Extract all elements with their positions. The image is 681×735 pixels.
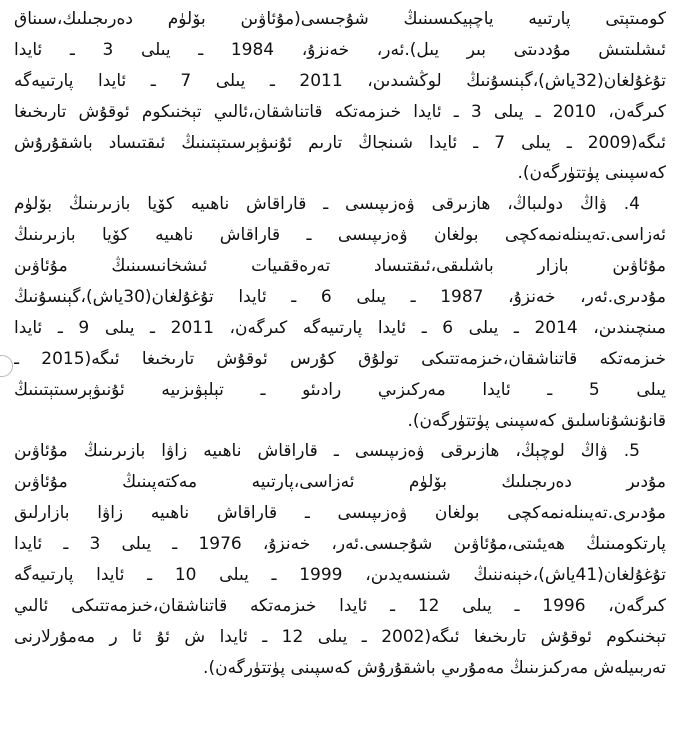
text-line: خىزمەتكە قاتناشقان،خىزمەتتىكى تولۇق كۇرس ئوقۇش تارىخىغا ئىگە(2015 ـ	[14, 348, 666, 369]
paragraph-2	[14, 189, 666, 436]
text-line: 4. ۋاڭ دولىباڭ، ھازىرقى ۋەزىپىسى ـ قاراقاش ناھىيە كۆيا بازىرىنىڭ بۆلۈم	[14, 194, 640, 215]
text-line: 5. ۋاڭ لوچېڭ، ھازىرقى ۋەزىپىسى ـ قاراقاش ناھىيە زاۋا بازىرىنىڭ مۇئاۋىن	[14, 441, 640, 462]
text-line: قانۇنشۇناسلىق كەسپىنى پۈتتۈرگەن).	[407, 410, 666, 431]
text-line: مۇئاۋىن بازار باشلىقى،ئىقتىساد تەرەققىيات ئىشخانىسىنىڭ مۇئاۋىن	[14, 256, 666, 277]
text-line: تېخنىكوم ئوقۇش تارىخىغا ئىگە(2002 ـ يىلى 12 ـ ئايدا ش ئۇ ئا ر مەمۇرلارنى	[14, 626, 666, 647]
text-line: تۇغۇلغان(41ياش)،خېنەننىڭ شىنسەيدىن، 1999 ـ يىلى 10 ـ ئايدا پارتىيەگە	[14, 565, 666, 586]
text-line: كومىتېتى پارتىيە ياچېيكىسىنىڭ شۇجىسى(مۇئاۋىن بۆلۈم دەرىجىلىك،سىناق	[14, 9, 666, 29]
scroll-marker-icon	[0, 355, 13, 377]
paragraph-1	[14, 4, 666, 189]
text-line: مىنچىندىن، 2014 ـ يىلى 6 ـ ئايدا پارتىيەگە كىرگەن، 2011 ـ يىلى 9 ـ ئايدا	[14, 317, 666, 338]
text-line: مۇدىرى.تەيىنلەنمەكچى بولغان ۋەزىپىسى ـ قاراقاش ناھىيە زاۋا بازارلىق	[14, 503, 666, 524]
text-line: ئەزاسى.تەيىنلەنمەكچى بولغان ۋەزىپىسى ـ قاراقاش ناھىيە كۆيا بازىرىنىڭ	[14, 225, 666, 246]
text-line: ئىشلىتىش مۇددىتى بىر يىل).ئەر، خەنزۇ، 1984 ـ يىلى 3 ـ ئايدا	[14, 39, 666, 60]
text-line: ئىگە(2009 ـ يىلى 7 ـ ئايدا شىنجاڭ تارىم ئۇنىۋېرسىتېتىنىڭ ئىقتىساد باشقۇرۇش	[14, 132, 666, 153]
text-line: مۇدىرى.ئەر، خەنزۇ، 1987 ـ يىلى 6 ـ ئايدا تۇغۇلغان(30ياش)،گېنسۇنىڭ	[14, 287, 666, 308]
text-line: مۇدىر دەرىجىلىك بۆلۈم ئەزاسى،پارتىيە مەكتەپىنىڭ مۇئاۋىن	[14, 472, 666, 493]
text-line: يىلى 5 ـ ئايدا مەركىزىي رادىئو ـ تېلېۋىزىيە ئۇنىۋېرسىتېتىنىڭ	[14, 379, 666, 400]
text-line: كىرگەن، 2010 ـ يىلى 3 ـ ئايدا خىزمەتكە قاتناشقان،ئالىي تېخنىكوم ئوقۇش تارىخىغا	[14, 101, 666, 122]
paragraph-3	[14, 436, 666, 683]
text-line: كىرگەن، 1996 ـ يىلى 12 ـ ئايدا خىزمەتكە قاتناشقان،خىزمەتتىكى ئالىي	[14, 595, 666, 616]
text-line: تۇغۇلغان(32ياش)،گېنسۇنىڭ لوڭشىدىن، 2011 ـ يىلى 7 ـ ئايدا پارتىيەگە	[14, 70, 666, 91]
document-page	[14, 4, 666, 728]
text-line: پارتكومىنىڭ ھەيئىتى،مۇئاۋىن شۇجىسى.ئەر، خەنزۇ، 1976 ـ يىلى 3 ـ ئايدا	[14, 534, 666, 555]
text-line: كەسپىنى پۈتتۈرگەن).	[517, 163, 666, 184]
text-line: تەربىيلەش مەركىزىنىڭ مەمۇرىي باشقۇرۇش كەسپىنى پۈتتۈرگەن).	[203, 657, 666, 678]
